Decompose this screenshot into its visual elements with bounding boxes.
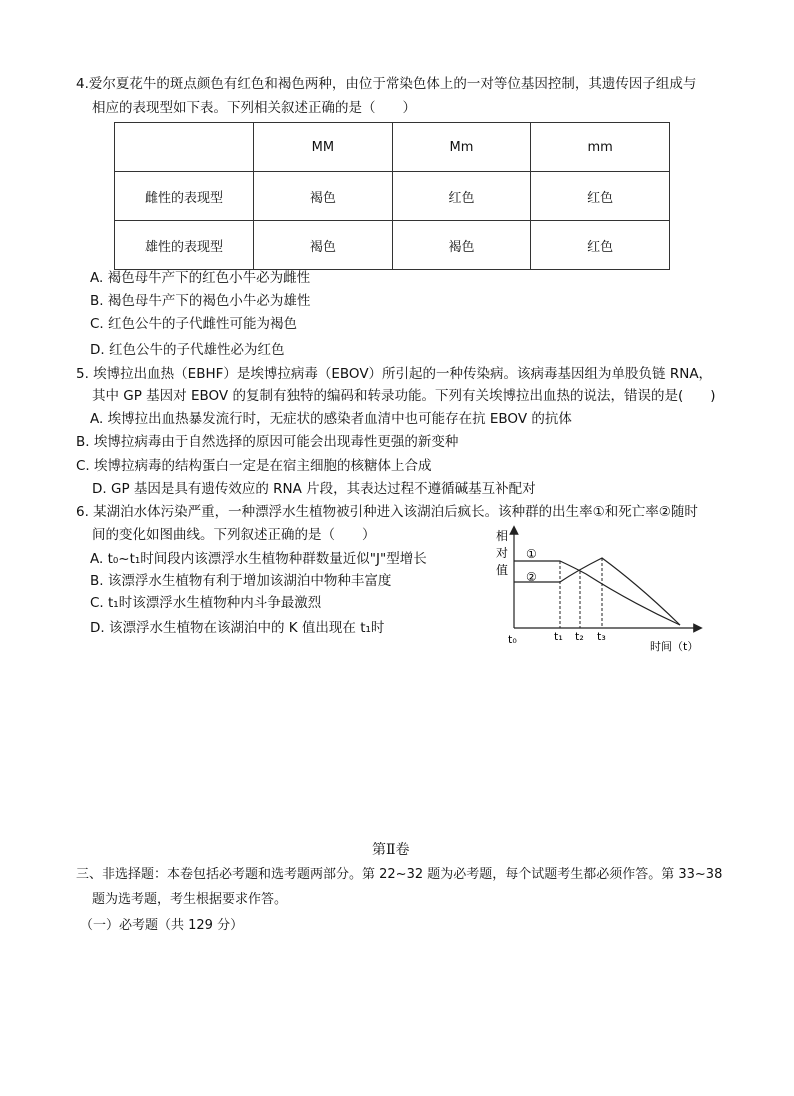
section-instruction-line1: 三、非选择题：本卷包括必考题和选考题两部分。第 22~32 题为必考题，每个试题考生都必须作答。第 33~38 xyxy=(76,867,723,882)
x-label: 时间（t） xyxy=(650,640,699,653)
y-label-char: 对 xyxy=(496,546,509,560)
section-subheading: （一）必考题（共 129 分） xyxy=(80,918,244,933)
birth-death-rate-graph xyxy=(490,524,710,656)
curve-label-death: ② xyxy=(526,570,537,584)
q5-option-c: C. 埃博拉病毒的结构蛋白一定是在宿主细胞的核糖体上合成 xyxy=(76,458,432,474)
q5-option-d: D. GP 基因是具有遗传效应的 RNA 片段，其表达过程不遵循碱基互补配对 xyxy=(92,481,536,497)
birth-rate-curve xyxy=(514,561,680,625)
table-cell: 红色 xyxy=(392,172,531,221)
q5-option-a: A. 埃博拉出血热暴发流行时，无症状的感染者血清中也可能存在抗 EBOV 的抗体 xyxy=(90,411,572,427)
table-cell: 褐色 xyxy=(254,172,393,221)
table-cell: 褐色 xyxy=(392,221,531,270)
q4-option-c: C. 红色公牛的子代雌性可能为褐色 xyxy=(90,316,298,332)
y-label-char: 相 xyxy=(496,529,509,543)
table-cell: 雌性的表现型 xyxy=(115,172,254,221)
table-cell: 红色 xyxy=(531,172,670,221)
table-cell: 褐色 xyxy=(254,221,393,270)
q5-option-b: B. 埃博拉病毒由于自然选择的原因可能会出现毒性更强的新变种 xyxy=(76,434,459,450)
q6-stem-line2: 间的变化如图曲线。下列叙述正确的是（ ） xyxy=(92,527,376,543)
tick-t3: t₃ xyxy=(597,630,606,643)
table-header-cell: mm xyxy=(531,123,670,172)
table-header-cell xyxy=(115,123,254,172)
genotype-table xyxy=(114,122,670,270)
section-instruction-line2: 题为选考题，考生根据要求作答。 xyxy=(92,892,288,907)
table-row xyxy=(115,172,670,221)
q4-option-a: A. 褐色母牛产下的红色小牛必为雌性 xyxy=(90,270,311,286)
table-cell: 红色 xyxy=(531,221,670,270)
q4-stem-line2: 相应的表现型如下表。下列相关叙述正确的是（ ） xyxy=(92,100,416,116)
q4-option-d: D. 红色公牛的子代雄性必为红色 xyxy=(90,342,285,358)
y-label-char: 值 xyxy=(496,563,509,577)
table-header-row xyxy=(115,123,670,172)
q6-option-a: A. t₀~t₁时间段内该漂浮水生植物种群数量近似"J"型增长 xyxy=(90,551,427,567)
tick-t0: t₀ xyxy=(508,633,517,646)
table-header-cell: Mm xyxy=(392,123,531,172)
q4-option-b: B. 褐色母牛产下的褐色小牛必为雄性 xyxy=(90,293,311,309)
tick-t2: t₂ xyxy=(575,630,584,643)
q6-option-b: B. 该漂浮水生植物有利于增加该湖泊中物种丰富度 xyxy=(90,573,392,589)
curve-label-birth: ① xyxy=(526,547,537,561)
q5-stem-line2: 其中 GP 基因对 EBOV 的复制有独特的编码和转录功能。下列有关埃博拉出血热的说法，错误的是( ) xyxy=(92,388,716,404)
tick-t1: t₁ xyxy=(554,630,563,643)
q5-stem-line1: 5. 埃博拉出血热（EBHF）是埃博拉病毒（EBOV）所引起的一种传染病。该病毒基因组为单股负链 RNA， xyxy=(76,366,713,382)
death-rate-curve xyxy=(514,558,680,625)
table-row xyxy=(115,221,670,270)
q6-stem-line1: 6. 某湖泊水体污染严重，一种漂浮水生植物被引种进入该湖泊后疯长。该种群的出生率①和死亡率②随时 xyxy=(76,504,698,520)
section-title: 第Ⅱ卷 xyxy=(372,842,410,858)
table-header-cell: MM xyxy=(254,123,393,172)
q6-option-d: D. 该漂浮水生植物在该湖泊中的 K 值出现在 t₁时 xyxy=(90,620,385,636)
q4-stem-line1: 4.爱尔夏花牛的斑点颜色有红色和褐色两种，由位于常染色体上的一对等位基因控制，其遗传因子组成与 xyxy=(76,76,697,92)
table-cell: 雄性的表现型 xyxy=(115,221,254,270)
q6-option-c: C. t₁时该漂浮水生植物种内斗争最激烈 xyxy=(90,595,322,611)
